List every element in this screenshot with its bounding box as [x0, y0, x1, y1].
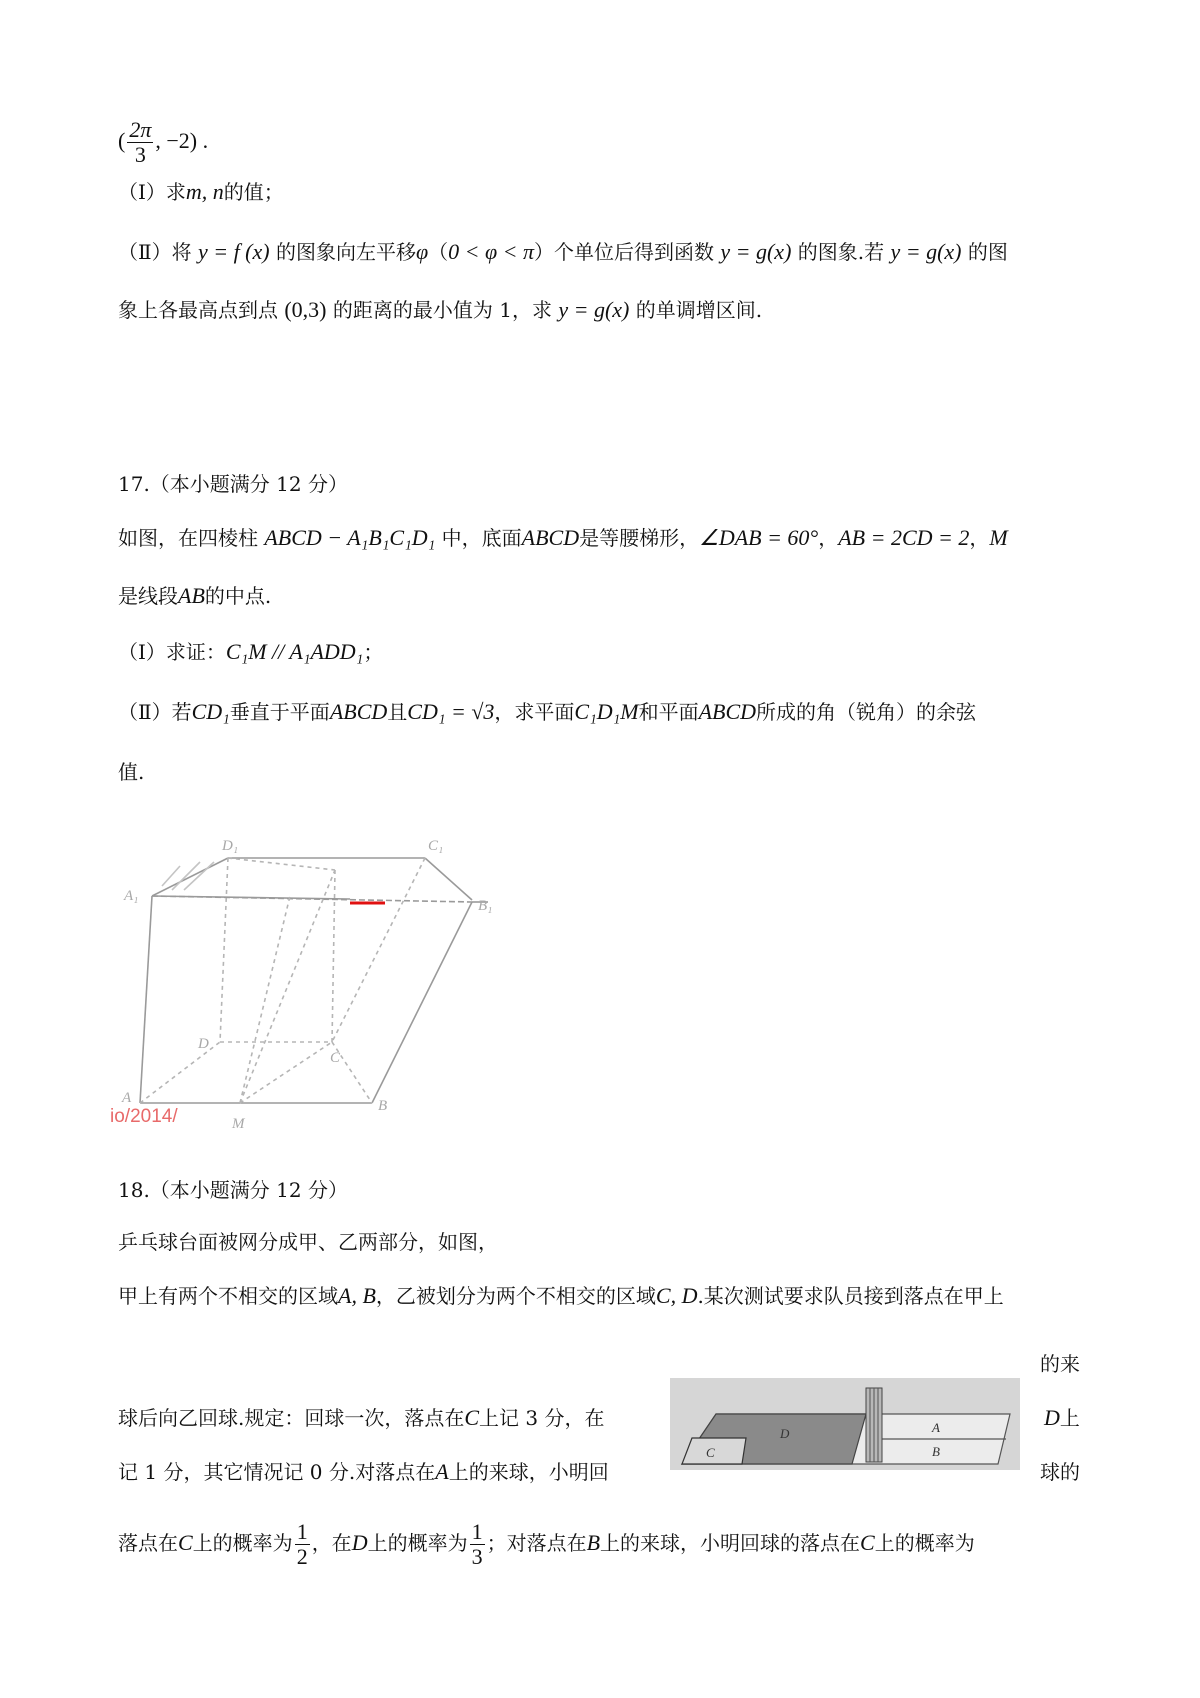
q18-line5-right: 球的 [1040, 1460, 1080, 1484]
hidden-d1c1m [228, 858, 335, 870]
label-d1: D₁ [222, 838, 239, 854]
table-tennis-figure [670, 1378, 1020, 1470]
fraction-one-half: $\frac{1}{2}$ [296, 1519, 308, 1569]
watermark: io/2014/ [110, 1106, 178, 1127]
region-b-label: B [932, 1444, 940, 1459]
q18-line4: 球后向乙回球.规定：回球一次，落点在C上记 3 分，在 [118, 1405, 605, 1430]
hidden-cc1 [332, 858, 425, 1042]
edge-c1b1 [425, 858, 472, 900]
q16-part1: （Ⅰ）求m, n的值； [118, 179, 284, 204]
q18-line6: 落点在C上的概率为 $\frac{1}{2}$ ，在D上的概率为 $\frac{1}{3}$ ；对落点在B上的来球，小明回球的落点在C上的概率为 [118, 1519, 975, 1569]
q17-part1: （Ⅰ）求证：C₁M // A₁ADD₁； [118, 639, 384, 664]
label-b: B [378, 1098, 388, 1114]
label-m: M [232, 1116, 245, 1132]
hidden-dd1 [220, 858, 228, 1042]
q17-part2-line1: （Ⅱ）若CD₁垂直于平面ABCD且CD₁ = √3，求平面C₁D₁M和平面ABCD所成的角（锐角）的余弦 [118, 699, 977, 724]
q17-part2-line2: 值. [118, 760, 145, 784]
fraction: $\frac{2\pi}{3}$ [129, 117, 152, 167]
q17-stem-line1: 如图，在四棱柱 ABCD − A₁B₁C₁D₁ 中，底面ABCD是等腰梯形，∠DAB = 60°，AB = 2CD = 2，M [118, 525, 1008, 550]
q17-header: 17.（本小题满分 12 分） [118, 472, 348, 496]
q18-line3-right: 的来 [1040, 1352, 1080, 1376]
hidden-mc [240, 1042, 332, 1103]
label-a1: A₁ [124, 888, 139, 904]
label-d: D [198, 1036, 209, 1052]
q18-line1: 乒乓球台面被网分成甲、乙两部分，如图， [118, 1230, 498, 1254]
q17-stem-line2: 是线段AB的中点. [118, 583, 272, 608]
prism-figure [110, 810, 540, 1140]
hidden-cc1-line [332, 870, 335, 1042]
edge-a1d1 [152, 858, 228, 896]
region-d-label: D [780, 1426, 790, 1441]
label-a: A [122, 1090, 132, 1106]
q16-part2-line2: 象上各最高点到点 (0,3) 的距离的最小值为 1，求 y = g(x) 的单调增区间. [118, 297, 763, 322]
q16-part2-line1: （Ⅱ）将 y = f (x) 的图象向左平移φ（0 < φ < π）个单位后得到函数 y = g(x) 的图象.若 y = g(x) 的图 [118, 239, 1008, 264]
scribble [184, 862, 214, 890]
region-a-label: A [932, 1420, 940, 1435]
fraction-one-third: $\frac{1}{3}$ [471, 1519, 483, 1569]
edge-aa1 [140, 896, 152, 1103]
q16-point: ( $\frac{2\pi}{3}$ , −2) . [118, 117, 209, 167]
label-b1: B₁ [478, 898, 493, 914]
q18-header: 18.（本小题满分 12 分） [118, 1178, 348, 1202]
q18-line5: 记 1 分，其它情况记 0 分.对落点在A上的来球，小明回 [118, 1459, 609, 1484]
q18-line2: 甲上有两个不相交的区域A, B，乙被划分为两个不相交的区域C, D.某次测试要求队员接到落点在甲上 [118, 1283, 1004, 1308]
hidden-m-top [240, 896, 290, 1103]
region-c-label: C [706, 1445, 715, 1460]
q18-line4-right: D上 [1044, 1405, 1080, 1430]
label-c1: C₁ [428, 838, 444, 854]
scribble [172, 862, 200, 890]
label-c: C [330, 1050, 341, 1066]
